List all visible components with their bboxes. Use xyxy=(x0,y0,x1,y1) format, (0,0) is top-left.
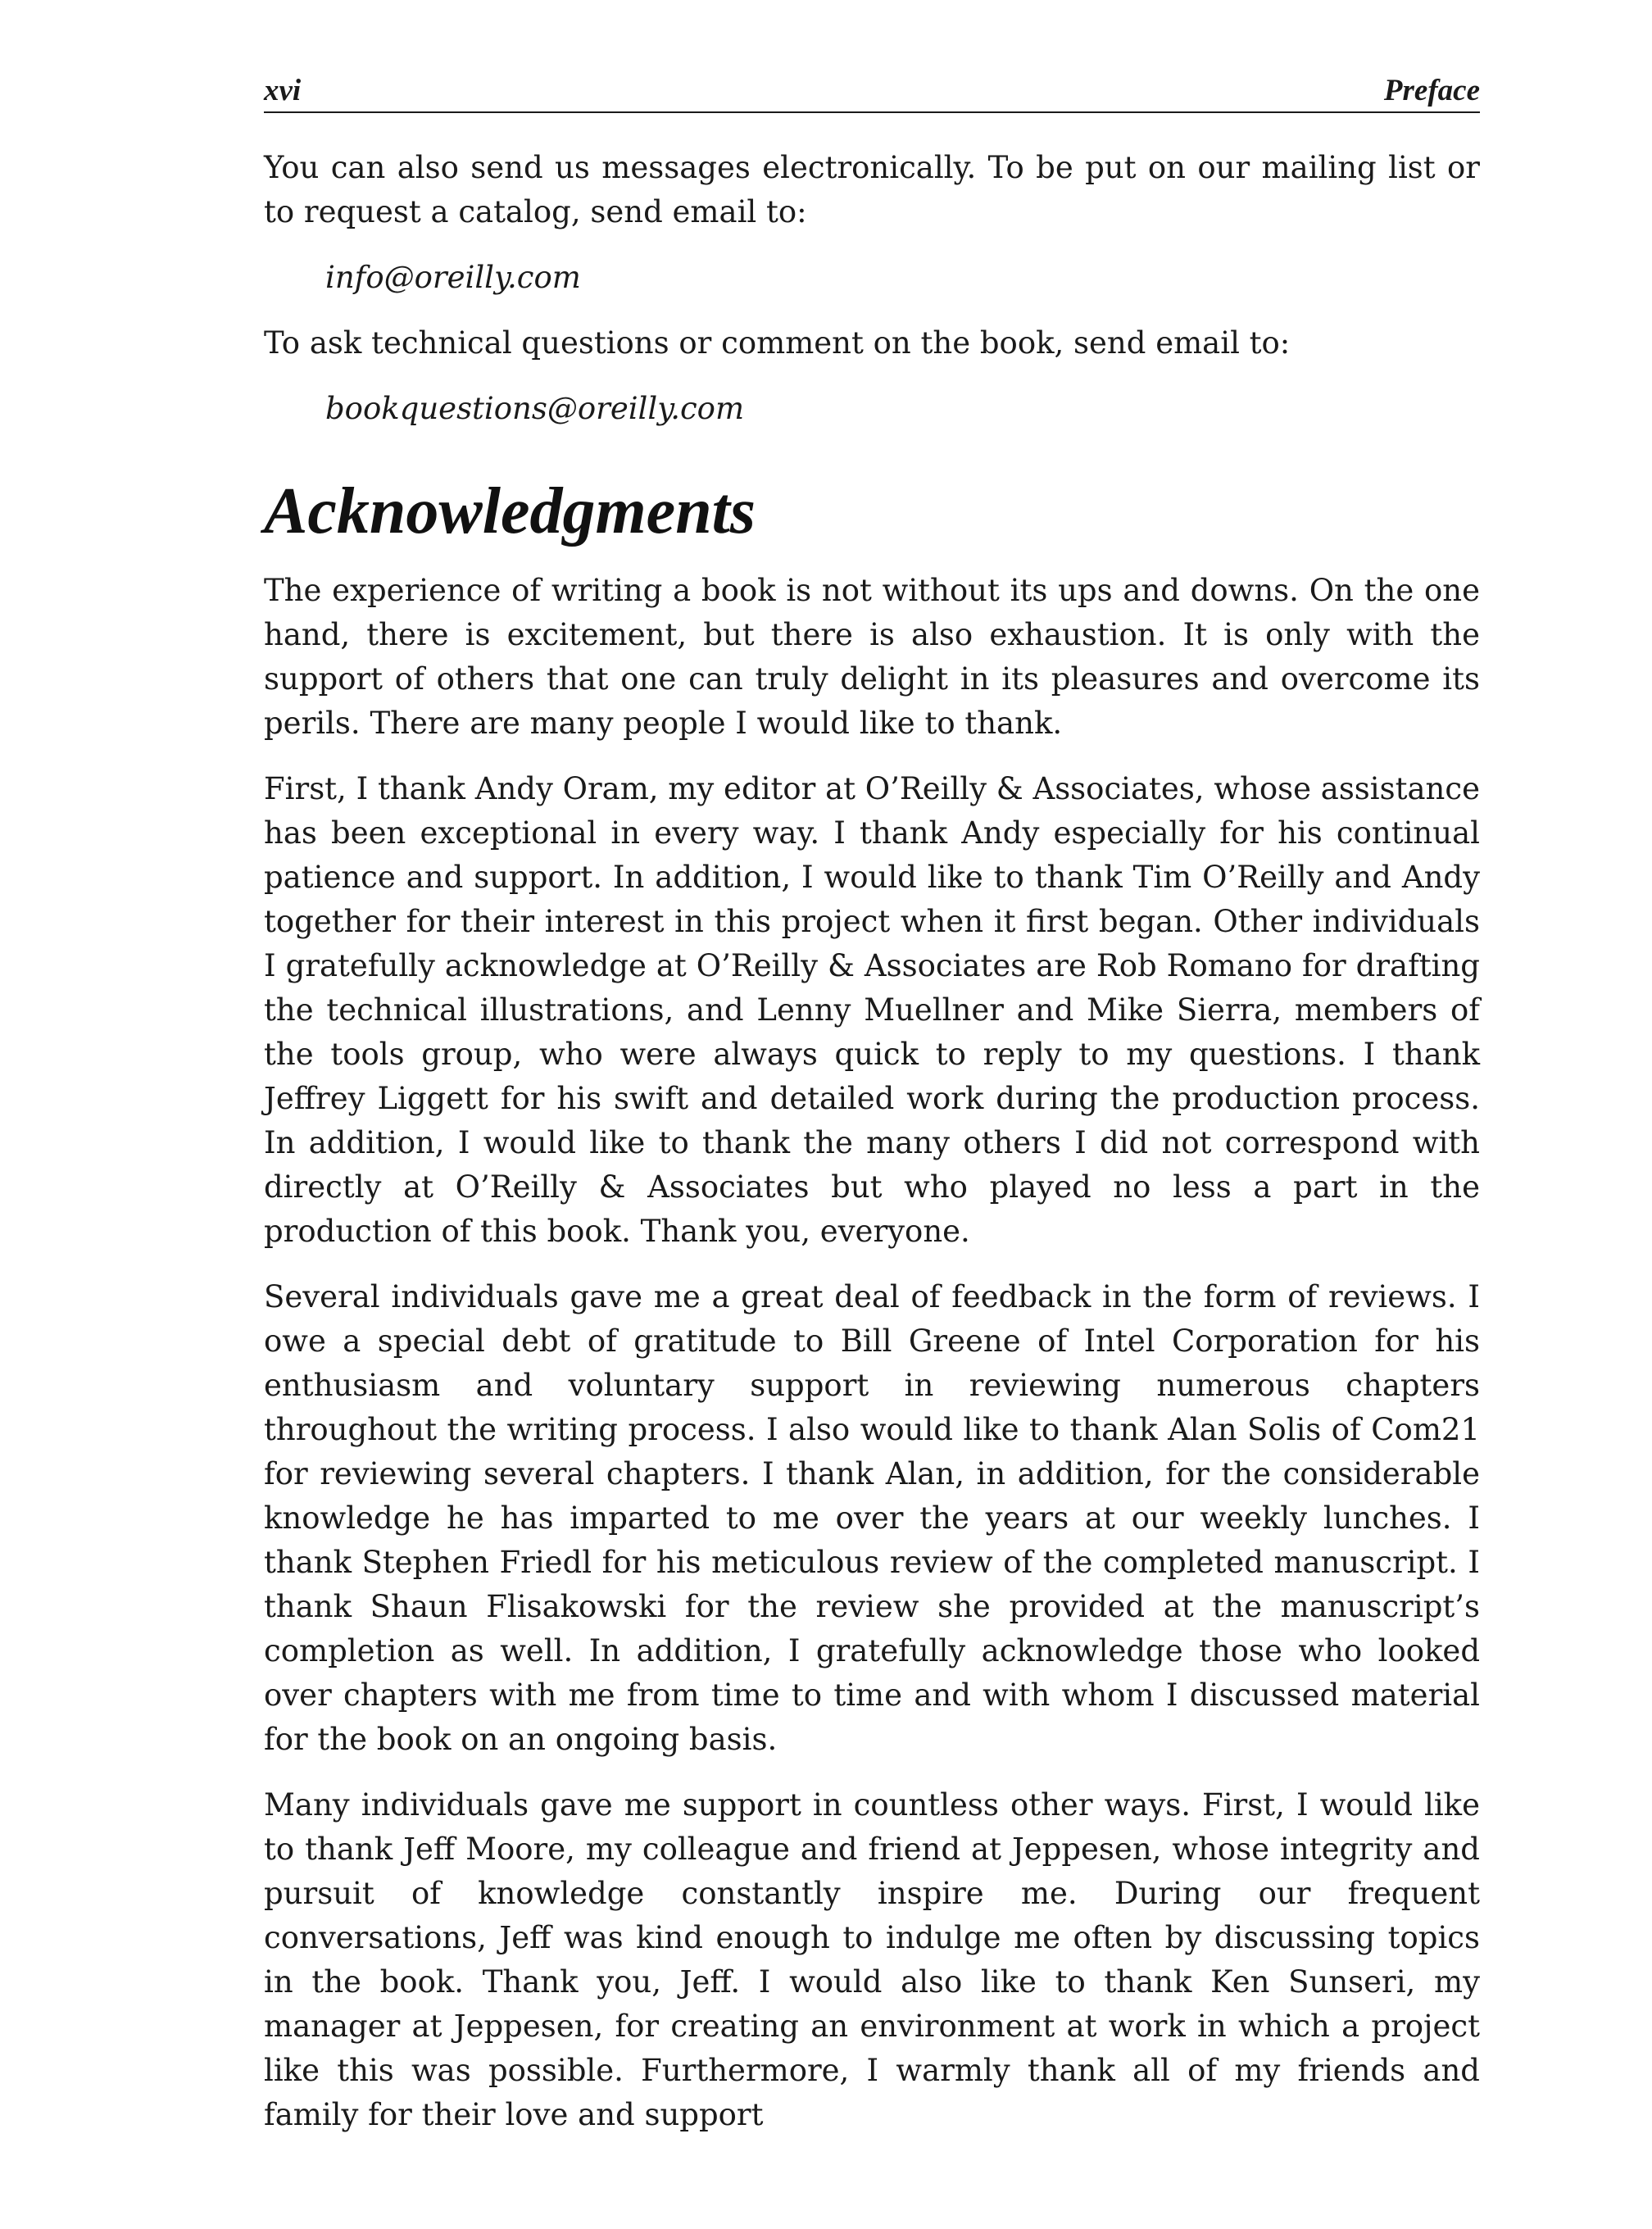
questions-paragraph: To ask technical questions or comment on the book, send email to: xyxy=(264,325,1291,361)
section-title: Preface xyxy=(1383,74,1480,107)
acknowledgments-paragraph-2: First, I thank Andy Oram, my editor at O’Reilly & Associates, whose assistance has been exceptional in every way. I thank Andy especially for his continual patience and support. In addition, I would like to thank Tim O’Reilly and Andy together for their interest in this project when it first began. Other individuals I gratefully acknowledge at O’Reilly & Associates are Rob Romano for drafting the technical illustrations, and Lenny Muellner and Mike Sierra, members of the tools group, who were always quick to reply to my questions. I thank Jeffrey Liggett for his swift and detailed work during the production process. In addition, I would like to thank the many others I did not correspond with directly at O’Reilly & Associates but who played no less a part in the production of this book. Thank you, everyone. xyxy=(264,771,1480,1249)
page-number: xvi xyxy=(264,74,302,107)
info-email: info@oreilly.com xyxy=(325,260,581,295)
acknowledgments-paragraph-4: Many individuals gave me support in countless other ways. First, I would like to thank Jeff Moore, my colleague and friend at Jeppesen, whose integrity and pursuit of knowledge constantly inspire me. During our frequent conversations, Jeff was kind enough to indulge me often by discussing topics in the book. Thank you, Jeff. I would also like to thank Ken Sunseri, my manager at Jeppesen, for creating an environment at work in which a project like this was possible. Furthermore, I warmly thank all of my friends and family for their love and support xyxy=(264,1787,1480,2132)
questions-email: bookquestions@oreilly.com xyxy=(325,391,745,426)
acknowledgments-paragraph-1: The experience of writing a book is not without its ups and downs. On the one hand, there is excitement, but there is also exhaustion. It is only with the support of others that one can truly delight in its pleasures and overcome its perils. There are many people I would like to thank. xyxy=(264,573,1480,741)
acknowledgments-paragraph-3: Several individuals gave me a great deal of feedback in the form of reviews. I owe a special debt of gratitude to Bill Greene of Intel Corporation for his enthusiasm and voluntary support in reviewing numerous chapters throughout the writing process. I also would like to thank Alan Solis of Com21 for reviewing several chapters. I thank Alan, in addition, for the considerable knowledge he has imparted to me over the years at our weekly lunches. I thank Stephen Friedl for his meticulous review of the completed manuscript. I thank Shaun Flisakowski for the review she provided at the manuscript’s completion as well. In addition, I gratefully acknowledge those who looked over chapters with me from time to time and with whom I discussed material for the book on an ongoing basis. xyxy=(264,1279,1480,1757)
book-page xyxy=(264,66,1480,2159)
acknowledgments-heading: Acknowledgments xyxy=(264,475,756,547)
contact-intro-paragraph: You can also send us messages electronically. To be put on our mailing list or to request a catalog, send email to: xyxy=(264,150,1480,229)
running-head xyxy=(264,66,1480,113)
